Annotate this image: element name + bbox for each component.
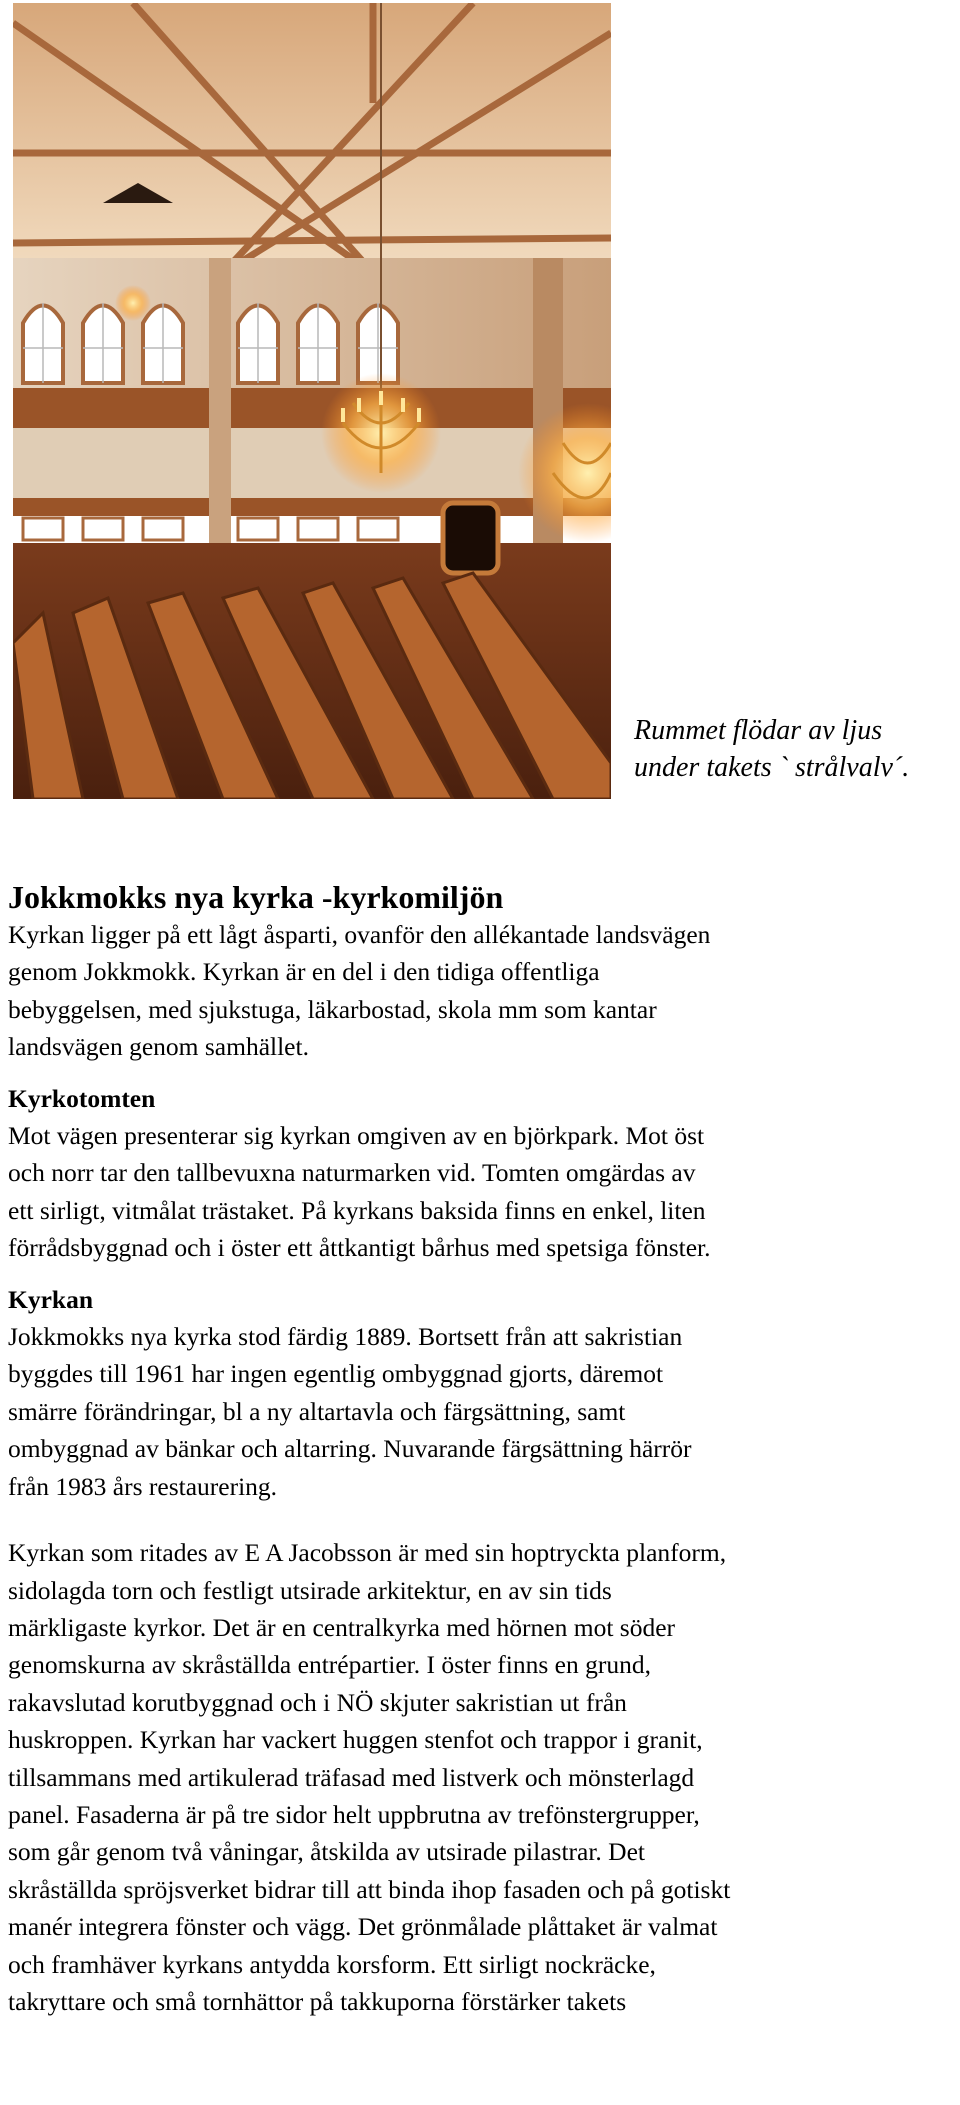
church-interior-photo — [13, 3, 611, 799]
caption-line-2: under takets ` strålvalv´. — [634, 752, 910, 783]
kyrkan-paragraph-1: Jokkmokks nya kyrka stod färdig 1889. Bortsett från att sakristian byggdes till 1961 har ingen egentlig ombyggnad gjorts, däremot smärre förändringar, bl a ny altartavla och färgsättning, samt ombyggnad av bänkar och altarring. Nuvarande färgsättning härrör från 1983 års restaurering. — [8, 1322, 692, 1501]
article-body — [8, 878, 958, 2020]
kyrkan-paragraph-2: Kyrkan som ritades av E A Jacobsson är med sin hoptryckta planform, sidolagda torn och festligt utsirade arkitektur, en av sin tids märkligaste kyrkor. Det är en centralkyrka med hörnen mot söder genomskurna av skråställda entrépartier. I öster finns en grund, rakavslutad korutbyggnad och i NÖ skjuter sakristian ut från huskroppen. Kyrkan har vackert huggen stenfot och trappor i granit, tillsammans med artikulerad träfasad med listverk och mönsterlagd panel. Fasaderna är på tre sidor helt uppbrutna av trefönstergrupper, som går genom två våningar, åtskilda av utsirade pilastrar. Det skråställda spröjsverket bidrar till att binda ihop fasaden och på gotiskt manér integrera fönster och vägg. Det grönmålade plåttaket är valmat och framhäver kyrkans antydda korsform. Ett sirligt nockräcke, takryttare och små tornhättor på takkuporna förstärker takets — [8, 1538, 731, 2016]
photo-caption — [634, 712, 909, 786]
kyrkotomten-paragraph: Mot vägen presenterar sig kyrkan omgiven av en björkpark. Mot öst och norr tar den tallbevuxna naturmarken vid. Tomten omgärdas av ett sirligt, vitmålat trästaket. På kyrkans baksida finns en enkel, liten förrådsbyggnad och i öster ett åttkantigt bårhus med spetsiga fönster. — [8, 1121, 711, 1263]
section-title-kyrkan: Kyrkan — [8, 1284, 94, 1314]
page-title: Jokkmokks nya kyrka -kyrkomiljön — [8, 879, 504, 915]
church-interior-illustration — [13, 3, 611, 799]
caption-line-1: Rummet flödar av ljus — [634, 715, 883, 746]
intro-paragraph: Kyrkan ligger på ett lågt åsparti, ovanför den allékantade landsvägen genom Jokkmokk. Kyrkan är en del i den tidiga offentliga bebyggelsen, med sjukstuga, läkarbostad, skola mm som kantar landsvägen genom samhället. — [8, 920, 711, 1062]
section-title-kyrkotomten: Kyrkotomten — [8, 1083, 156, 1113]
